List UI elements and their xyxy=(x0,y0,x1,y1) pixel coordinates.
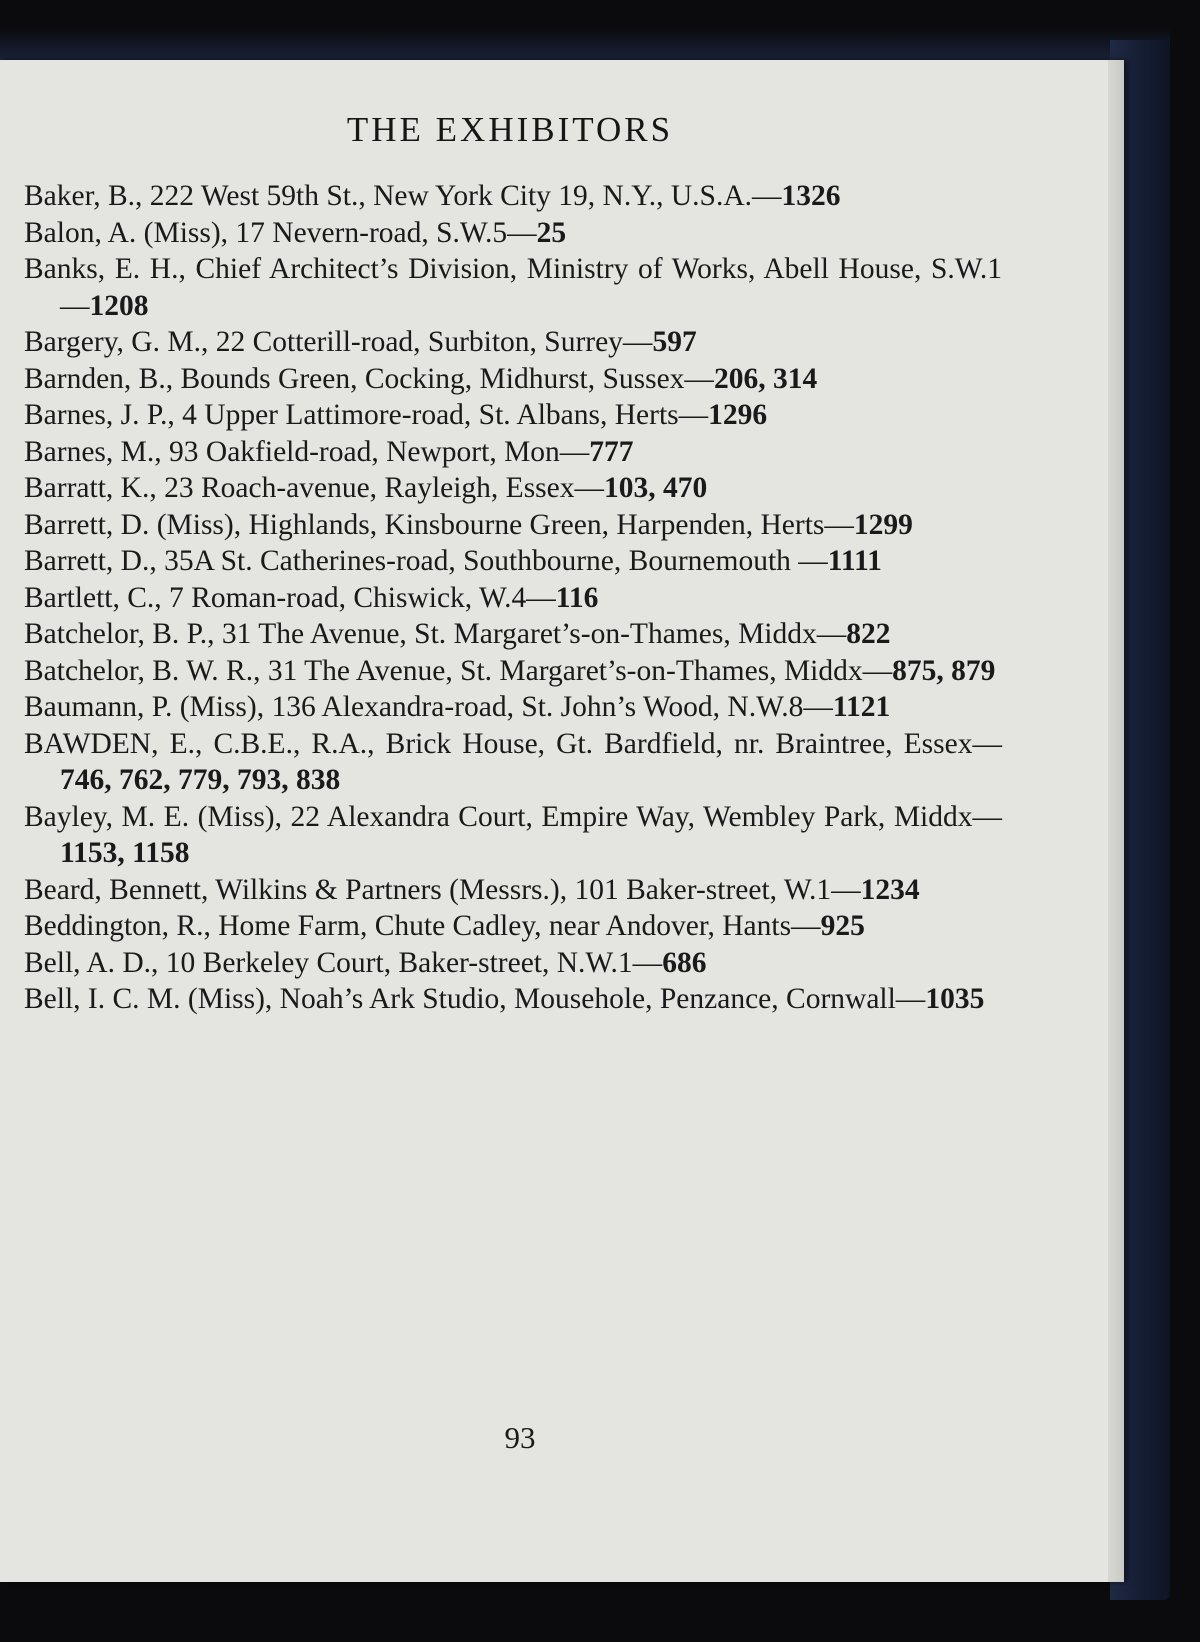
exhibitor-entry xyxy=(24,908,1002,945)
exhibitor-details: Bayley, M. E. (Miss), 22 Alexandra Court, Empire Way, Wembley Park, Middx— xyxy=(24,800,1002,833)
catalogue-numbers: 1296 xyxy=(708,399,768,431)
exhibitor-entry xyxy=(24,726,1002,799)
catalogue-numbers: 116 xyxy=(555,581,599,614)
page-heading: THE EXHIBITORS xyxy=(346,110,674,149)
exhibitor-entry xyxy=(24,945,1002,982)
exhibitor-entry xyxy=(24,178,1002,215)
exhibitor-entry xyxy=(24,543,1002,580)
catalogue-numbers: 103, 470 xyxy=(604,472,708,504)
page-number: 93 xyxy=(504,1420,536,1455)
exhibitor-entry xyxy=(24,653,1002,690)
catalogue-numbers: 777 xyxy=(589,435,634,468)
exhibitor-entry xyxy=(24,434,1002,471)
catalogue-numbers: 1208 xyxy=(89,289,149,322)
exhibitor-entry xyxy=(24,215,1002,252)
exhibitor-entry xyxy=(24,361,1002,398)
exhibitor-details: Batchelor, B. W. R., 31 The Avenue, St. Margaret’s-on-Thames, Middx— xyxy=(24,654,893,687)
exhibitor-entry xyxy=(24,507,1002,544)
exhibitor-details: Bargery, G. M., 22 Cotterill-road, Surbiton, Surrey— xyxy=(24,326,653,358)
catalogue-numbers: 686 xyxy=(662,946,707,979)
exhibitor-details: Baumann, P. (Miss), 136 Alexandra-road, St. John’s Wood, N.W.8— xyxy=(24,691,833,723)
exhibitor-details: Barnes, M., 93 Oakfield-road, Newport, Mon— xyxy=(24,435,590,468)
exhibitor-details: BAWDEN, E., C.B.E., R.A., Brick House, Gt. Bardfield, nr. Braintree, Essex— xyxy=(24,727,1002,760)
exhibitor-details: Batchelor, B. P., 31 The Avenue, St. Margaret’s-on-Thames, Middx— xyxy=(24,618,847,650)
exhibitor-details: Beard, Bennett, Wilkins & Partners (Messrs.), 101 Baker-street, W.1— xyxy=(24,873,861,906)
exhibitor-details: Barrett, D., 35A St. Catherines-road, Southbourne, Bournemouth — xyxy=(24,545,828,577)
catalogue-numbers: 25 xyxy=(536,216,567,249)
exhibitor-details: Barrett, D. (Miss), Highlands, Kinsbourne Green, Harpenden, Herts— xyxy=(24,508,854,541)
catalogue-numbers: 1035 xyxy=(925,983,985,1015)
catalogue-numbers: 875, 879 xyxy=(892,654,996,687)
catalogue-numbers: 1234 xyxy=(860,873,920,906)
exhibitor-details: Bell, I. C. M. (Miss), Noah’s Ark Studio, Mousehole, Penzance, Cornwall— xyxy=(24,983,926,1015)
exhibitor-entry xyxy=(24,470,1002,507)
exhibitor-entry xyxy=(24,397,1002,434)
exhibitor-details: Bartlett, C., 7 Roman-road, Chiswick, W.4— xyxy=(24,581,556,614)
exhibitor-details: Baker, B., 222 West 59th St., New York City 19, N.Y., U.S.A.— xyxy=(24,180,782,212)
exhibitor-entry xyxy=(24,580,1002,617)
exhibitor-entry xyxy=(24,251,1002,324)
catalogue-numbers: 1111 xyxy=(827,545,882,577)
catalogue-numbers: 822 xyxy=(846,618,891,650)
exhibitor-entry xyxy=(24,799,1002,872)
catalogue-numbers: 925 xyxy=(820,910,865,942)
exhibitor-details: Barnden, B., Bounds Green, Cocking, Midhurst, Sussex— xyxy=(24,362,714,395)
exhibitor-details: Beddington, R., Home Farm, Chute Cadley, near Andover, Hants— xyxy=(24,910,821,942)
catalogue-numbers: 1121 xyxy=(832,691,891,723)
catalogue-numbers: 1299 xyxy=(853,508,913,541)
catalogue-numbers: 597 xyxy=(652,326,697,358)
exhibitor-entry xyxy=(24,872,1002,909)
catalogue-numbers: 746, 762, 779, 793, 838 xyxy=(60,764,341,796)
exhibitor-details: Bell, A. D., 10 Berkeley Court, Baker-street, N.W.1— xyxy=(24,946,663,979)
catalogue-numbers: 1153, 1158 xyxy=(60,837,190,869)
catalogue-numbers: 1326 xyxy=(781,180,841,212)
exhibitor-entry xyxy=(24,981,1002,1018)
exhibitor-details: Balon, A. (Miss), 17 Nevern-road, S.W.5— xyxy=(24,216,537,249)
catalogue-numbers: 206, 314 xyxy=(713,362,818,395)
exhibitor-list xyxy=(24,178,1002,1018)
exhibitor-entry xyxy=(24,616,1002,653)
exhibitor-details: Banks, E. H., Chief Architect’s Division, Ministry of Works, Abell House, S.W.1— xyxy=(24,253,1002,322)
exhibitor-entry xyxy=(24,689,1002,726)
page-edge-shadow xyxy=(1108,60,1124,1582)
exhibitor-details: Barratt, K., 23 Roach-avenue, Rayleigh, Essex— xyxy=(24,472,605,504)
book-cover-top xyxy=(0,30,1170,60)
exhibitor-entry xyxy=(24,324,1002,361)
exhibitor-details: Barnes, J. P., 4 Upper Lattimore-road, St. Albans, Herts— xyxy=(24,399,709,431)
